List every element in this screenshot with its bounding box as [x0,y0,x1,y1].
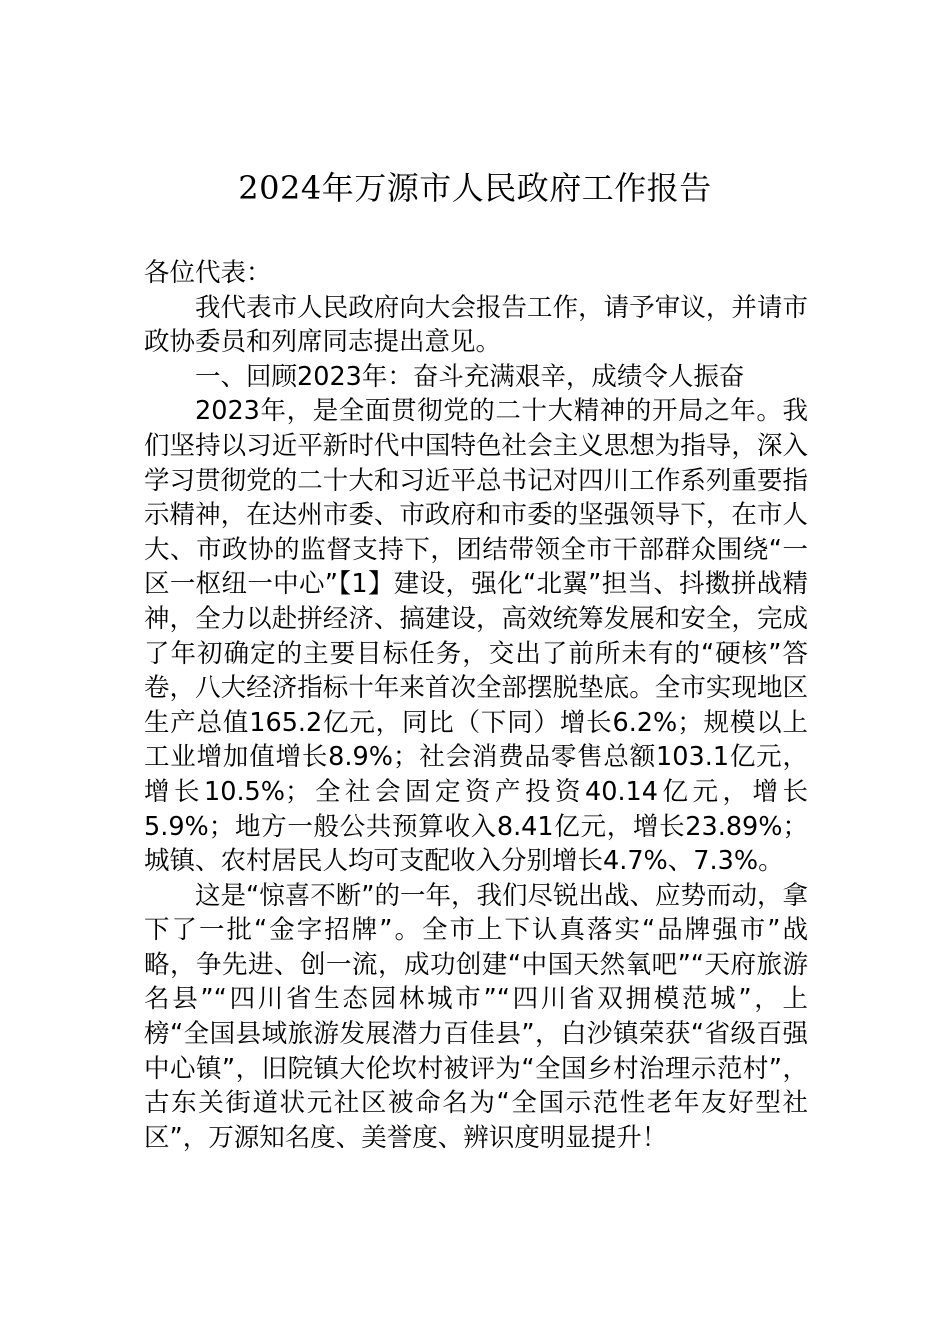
paragraph: 这是“惊喜不断”的一年，我们尽锐出战、应势而动，拿下了一批“金字招牌”。全市上下认真落实“品牌强市”战略，争先进、创一流，成功创建“中国天然氧吧”“天府旅游名县”“四川省生态园林城市”“四川省双拥模范城”，上榜“全国县域旅游发展潜力百佳县”，白沙镇荣获“省级百强中心镇”，旧院镇大伦坎村被评为“全国乡村治理示范村”，古东关街道状元社区被命名为“全国示范性老年友好型社区”，万源知名度、美誉度、辨识度明显提升！ [144,880,808,1153]
document-title: 2024年万源市人民政府工作报告 [238,169,712,207]
paragraph: 我代表市人民政府向大会报告工作，请予审议，并请市政协委员和列席同志提出意见。 [144,292,808,358]
salutation: 各位代表： [144,258,272,288]
paragraph: 2023年，是全面贯彻党的二十大精神的开局之年。我们坚持以习近平新时代中国特色社会主义思想为指导，深入学习贯彻党的二十大和习近平总书记对四川工作系列重要指示精神，在达州市委、市政府和市委的坚强领导下，在市人大、市政协的监督支持下，团结带领全市干部群众围绕“一区一枢纽一中心”【1】建设，强化“北翼”担当、抖擞拼战精神，全力以赴拼经济、搞建设，高效统筹发展和安全，完成了年初确定的主要目标任务，交出了前所未有的“硬核”答卷，八大经济指标十年来首次全部摆脱垫底。全市实现地区生产总值165.2亿元，同比（下同）增长6.2%；规模以上工业增加值增长8.9%；社会消费品零售总额103.1亿元，增长10.5%；全社会固定资产投资40.14亿元，增长5.9%；地方一般公共预算收入8.41亿元，增长23.89%；城镇、农村居民人均可支配收入分别增长4.7%、7.3%。 [144,396,808,877]
document-body [144,256,808,1155]
section-heading: 一、回顾2023年：奋斗充满艰辛，成绩令人振奋 [195,361,745,392]
